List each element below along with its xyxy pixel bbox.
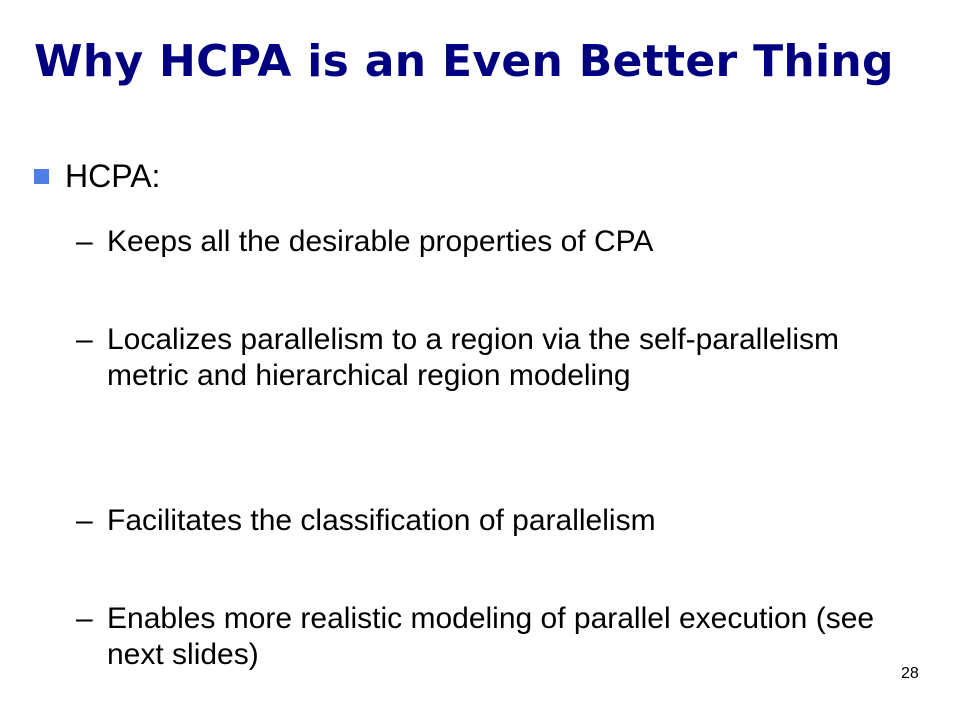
dash-bullet: – — [76, 602, 93, 635]
sub-bullet-text: Enables more realistic modeling of parallel execution (see next slides) — [107, 602, 875, 671]
slide-title: Why HCPA is an Even Better Thing — [34, 36, 894, 87]
square-bullet-icon — [34, 169, 49, 184]
sub-bullet — [76, 224, 896, 260]
dash-bullet: – — [76, 504, 93, 537]
sub-bullet — [76, 503, 896, 539]
page-number: 28 — [901, 665, 919, 682]
sub-bullet-text: Localizes parallelism to a region via the self-parallelism metric and hierarchical region modeling — [107, 323, 839, 392]
sub-bullet — [76, 322, 896, 394]
main-bullet — [34, 156, 160, 196]
main-bullet-text: HCPA: — [65, 158, 161, 194]
sub-bullet-text: Facilitates the classification of parallelism — [107, 504, 656, 537]
dash-bullet: – — [76, 323, 93, 356]
sub-bullet-text: Keeps all the desirable properties of CPA — [107, 225, 654, 258]
dash-bullet: – — [76, 225, 93, 258]
sub-bullet — [76, 601, 896, 673]
